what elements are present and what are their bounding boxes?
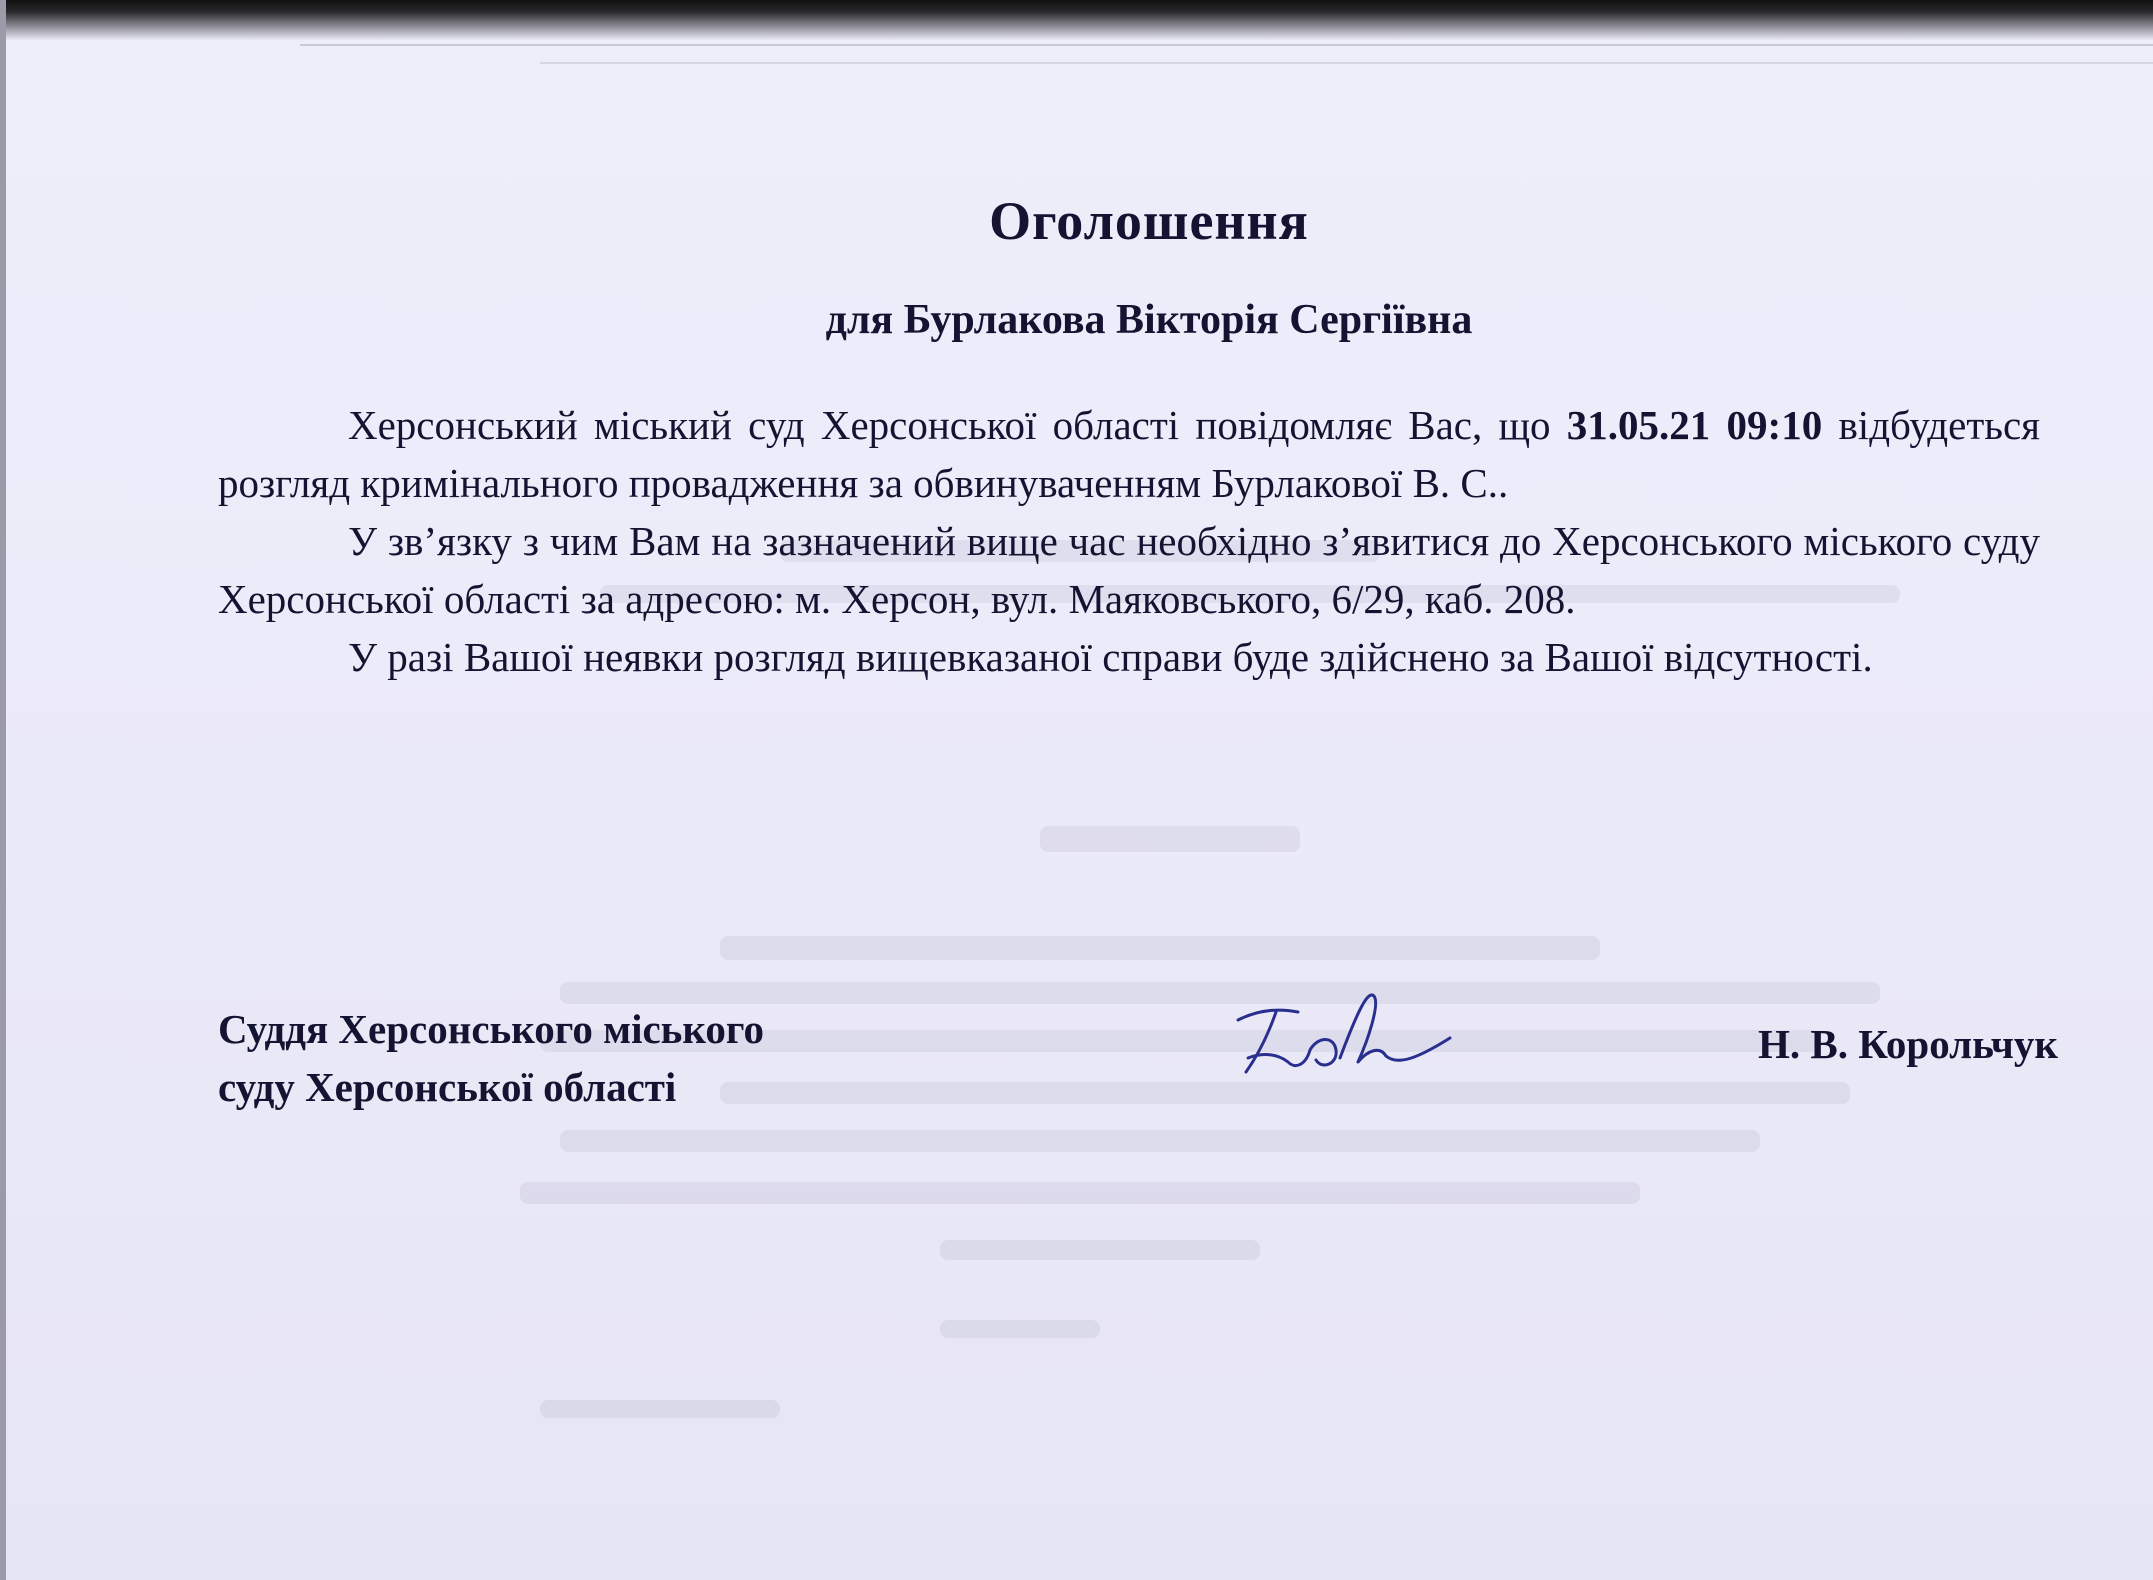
- paragraph-hearing-notice: [218, 396, 2040, 512]
- judge-role: [218, 1000, 764, 1116]
- paragraph-text: Херсонський міський суд Херсонської області повідомляє Вас, що: [348, 402, 1567, 448]
- handwritten-signature: [1218, 980, 1458, 1090]
- addressee-line: для Бурлакова Вікторія Сергіївна: [825, 297, 1473, 343]
- judge-role-line: суду Херсонської області: [218, 1064, 677, 1110]
- judge-role-line: Суддя Херсонського міського: [218, 1006, 765, 1052]
- announcement-body: [218, 170, 2040, 686]
- paragraph-appearance: У зв’язку з чим Вам на зазначений вище час необхідно з’явитися до Херсонського міського суду Херсонської області за адресою: м. Херсон, вул. Маяковського, 6/29, каб. 208.: [218, 518, 2040, 622]
- document-title: Оголошення: [989, 191, 1309, 251]
- hearing-datetime: 31.05.21 09:10: [1566, 402, 1823, 448]
- judge-name: Н. В. Корольчук: [1758, 1021, 2058, 1067]
- paragraph-text: відбудеться розгляд кримінального провадження за обвинуваченням Бурлакової В. С..: [218, 402, 2040, 506]
- paragraph-absence: У разі Вашої неявки розгляд вищевказаної справи буде здійснено за Вашої відсутності.: [348, 634, 1873, 680]
